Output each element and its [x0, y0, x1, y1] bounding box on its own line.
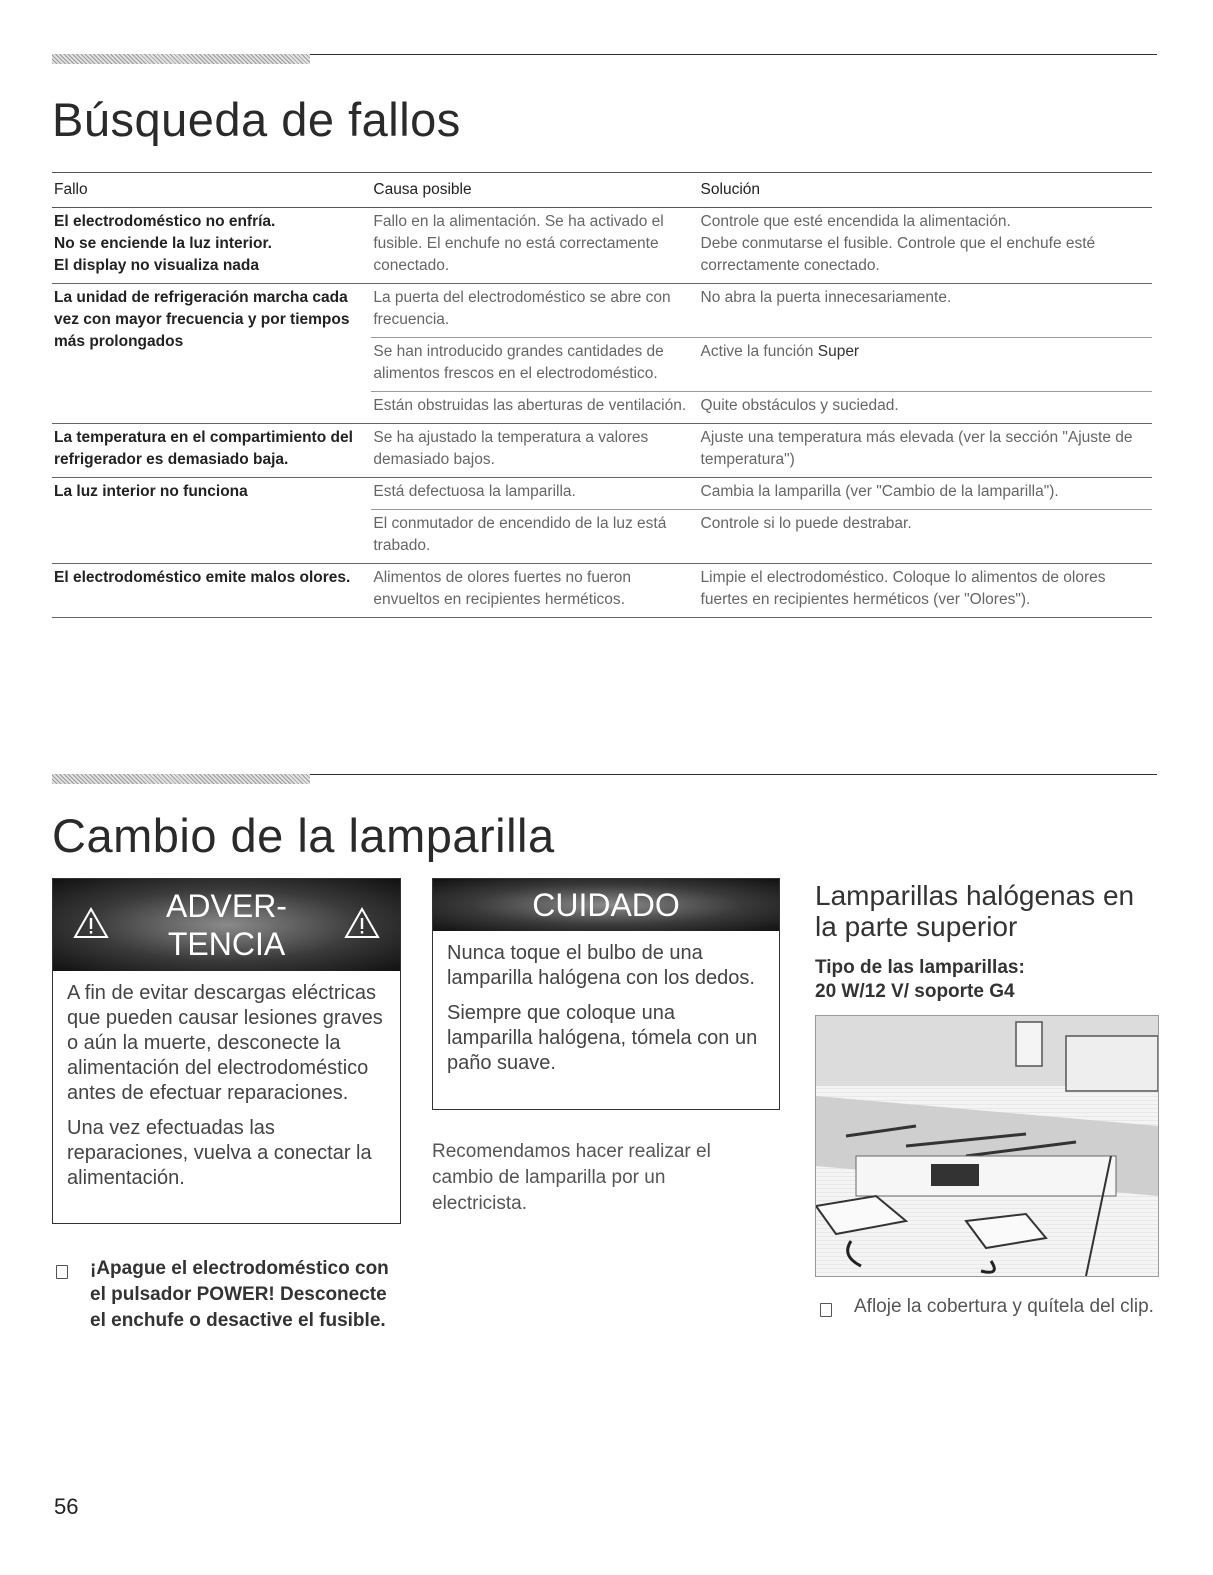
header-causa: Causa posible	[371, 173, 698, 208]
warning-paragraph: Una vez efectuadas las reparaciones, vuelva a conectar la alimentación.	[67, 1117, 372, 1189]
solucion-cell: Limpie el electrodoméstico. Coloque lo alimentos de olores fuertes en recipientes herméticos (ver "Olores").	[699, 564, 1152, 618]
table-row	[52, 564, 1152, 618]
fallo-cell: La temperatura en el compartimiento del refrigerador es demasiado baja.	[52, 424, 371, 478]
fallo-cell: La luz interior no funciona	[52, 478, 371, 564]
caution-banner: CUIDADO	[433, 879, 779, 931]
warning-banner	[53, 879, 400, 971]
solucion-cell: Cambia la lamparilla (ver "Cambio de la lamparilla").	[699, 478, 1152, 510]
header-rule	[310, 54, 1157, 55]
header-solucion: Solución	[699, 173, 1152, 208]
warning-paragraph: A fin de evitar descargas eléctricas que pueden causar lesiones graves o aún la muerte, desconecte la alimentación del electrodoméstico antes de efectuar reparaciones.	[67, 982, 383, 1104]
checkbox-icon	[56, 1265, 68, 1279]
fallo-cell: El electrodoméstico emite malos olores.	[52, 564, 371, 618]
causa-cell: Está defectuosa la lamparilla.	[371, 478, 698, 510]
solucion-text: Active la función	[700, 343, 818, 360]
fallo-cell: El electrodoméstico no enfría. No se enciende la luz interior. El display no visualiza nada	[52, 208, 371, 284]
causa-cell: La puerta del electrodoméstico se abre con frecuencia.	[371, 284, 698, 338]
warning-triangle-icon	[73, 907, 109, 939]
warning-banner-line2: TENCIA	[167, 926, 286, 962]
lamp-type-label: Tipo de las lamparillas:	[815, 957, 1025, 978]
warning-triangle-icon	[344, 907, 380, 939]
causa-cell: Están obstruidas las aberturas de ventilación.	[371, 392, 698, 424]
step-loosen-cover: Afloje la cobertura y quítela del clip.	[854, 1296, 1154, 1317]
causa-cell: Alimentos de olores fuertes no fueron envueltos en recipientes herméticos.	[371, 564, 698, 618]
header-rule	[310, 774, 1157, 775]
caution-paragraph: Siempre que coloque una lamparilla halógena, tómela con un paño suave.	[447, 1002, 758, 1074]
solucion-cell: Controle que esté encendida la alimentación. Debe conmutarse el fusible. Controle que el enchufe esté correctamente conectado.	[699, 208, 1152, 284]
super-function-label: Super	[817, 343, 860, 360]
lamp-photo	[815, 1015, 1159, 1277]
recommendation-text: Recomendamos hacer realizar el cambio de lamparilla por un electricista.	[432, 1141, 711, 1214]
warning-banner-line1: ADVER-	[166, 888, 287, 924]
lamp-type-value: 20 W/12 V/ soporte G4	[815, 981, 1015, 1002]
causa-cell: Se ha ajustado la temperatura a valores demasiado bajos.	[371, 424, 698, 478]
causa-cell: El conmutador de encendido de la luz está trabado.	[371, 510, 698, 564]
solucion-cell	[699, 338, 1152, 392]
warning-text	[53, 981, 400, 1191]
section-title-lamp-change: Cambio de la lamparilla	[52, 809, 555, 862]
causa-cell: Fallo en la alimentación. Se ha activado el fusible. El enchufe no está correctamente conectado.	[371, 208, 698, 284]
page-number: 56	[54, 1494, 79, 1519]
header-hatch-bar	[52, 54, 310, 64]
solucion-cell: Controle si lo puede destrabar.	[699, 510, 1152, 564]
checkbox-icon	[820, 1303, 832, 1317]
table-row	[52, 208, 1152, 284]
header-fallo: Fallo	[52, 173, 371, 208]
caution-paragraph: Nunca toque el bulbo de una lamparilla halógena con los dedos.	[447, 942, 755, 989]
causa-cell: Se han introducido grandes cantidades de alimentos frescos en el electrodoméstico.	[371, 338, 698, 392]
table-header-row	[52, 173, 1152, 208]
solucion-cell: No abra la puerta innecesariamente.	[699, 284, 1152, 338]
header-hatch-bar	[52, 774, 310, 784]
table-row	[52, 478, 1152, 510]
fallo-cell: La unidad de refrigeración marcha cada vez con mayor frecuencia y por tiempos más prolongados	[52, 284, 371, 424]
section-title-troubleshooting: Búsqueda de fallos	[52, 93, 461, 146]
troubleshooting-table	[52, 172, 1152, 618]
step-power-off: ¡Apague el electrodoméstico con el pulsador POWER! Desconecte el enchufe o desactive el fusible.	[90, 1258, 389, 1331]
table-row	[52, 284, 1152, 338]
table-row	[52, 424, 1152, 478]
solucion-cell: Ajuste una temperatura más elevada (ver la sección "Ajuste de temperatura")	[699, 424, 1152, 478]
halogen-title: Lamparillas halógenas en la parte superior	[815, 880, 1135, 942]
warning-box	[52, 878, 401, 1224]
caution-box	[432, 878, 780, 1110]
caution-text	[433, 941, 779, 1076]
lamp-illustration	[816, 1016, 1158, 1276]
solucion-cell: Quite obstáculos y suciedad.	[699, 392, 1152, 424]
